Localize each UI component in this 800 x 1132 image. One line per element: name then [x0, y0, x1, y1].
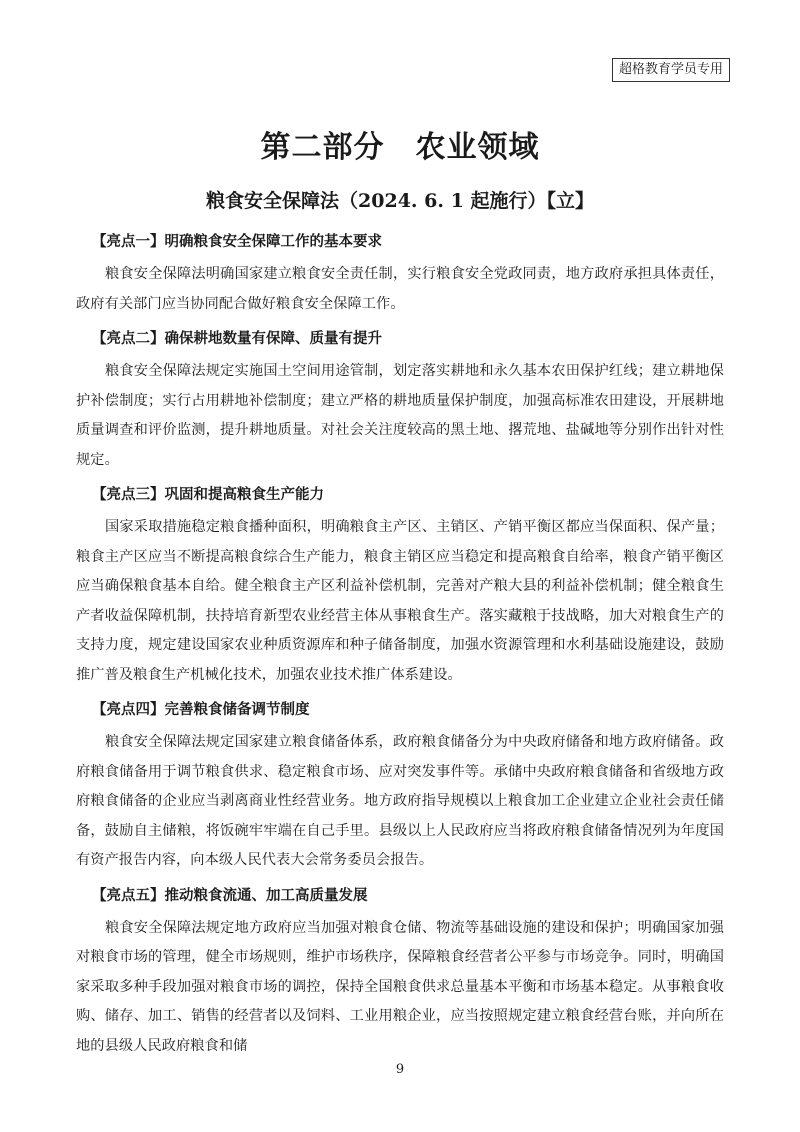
- highlight-section-4: [76, 698, 724, 876]
- usage-badge: 超格教育学员专用: [612, 58, 730, 82]
- highlight-section-5: [76, 884, 724, 1062]
- section-heading: 【亮点二】确保耕地数量有保障、质量有提升: [92, 331, 382, 347]
- highlight-section-3: [76, 483, 724, 690]
- section-heading: 【亮点三】巩固和提高粮食生产能力: [92, 487, 324, 503]
- part-title: 第二部分 农业领域: [260, 130, 540, 165]
- section-heading: 【亮点一】明确粮食安全保障工作的基本要求: [92, 234, 382, 250]
- section-paragraph: 粮食安全保障法规定地方政府应当加强对粮食仓储、物流等基础设施的建设和保护；明确国家加强对粮食市场的管理，健全市场规则，维护市场秩序，保障粮食经营者公平参与市场竞争。同时，明确国家采取多种手段加强对粮食市场的调控，保持全国粮食供求总量基本平衡和市场基本稳定。从事粮食收购、储存、加工、销售的经营者以及饲料、工业用粮企业，应当按照规定建立粮食经营台账，并向所在地的县级人民政府粮食和储: [76, 919, 724, 1054]
- section-heading: 【亮点四】完善粮食储备调节制度: [92, 702, 310, 718]
- page-number: 9: [395, 1062, 405, 1077]
- section-paragraph: 粮食安全保障法规定国家建立粮食储备体系，政府粮食储备分为中央政府储备和地方政府储备。政府粮食储备用于调节粮食供求、稳定粮食市场、应对突发事件等。承储中央政府粮食储备和省级地方政府粮食储备的企业应当剥离商业性经营业务。地方政府指导规模以上粮食加工企业建立企业社会责任储备，鼓励自主储粮，将饭碗牢牢端在自己手里。县级以上人民政府应当将政府粮食储备情况列为年度国有资产报告内容，向本级人民代表大会常务委员会报告。: [76, 734, 724, 868]
- highlight-section-1: [76, 230, 724, 319]
- section-paragraph: 粮食安全保障法明确国家建立粮食安全责任制，实行粮食安全党政同责，地方政府承担具体责任，政府有关部门应当协同配合做好粮食安全保障工作。: [76, 266, 724, 312]
- highlight-section-2: [76, 327, 724, 475]
- section-heading: 【亮点五】推动粮食流通、加工高质量发展: [92, 887, 368, 904]
- section-paragraph: 国家采取措施稳定粮食播种面积，明确粮食主产区、主销区、产销平衡区都应当保面积、保产量；粮食主产区应当不断提高粮食综合生产能力，粮食主销区应当稳定和提高粮食自给率，粮食产销平衡区应当确保粮食基本自给。健全粮食主产区利益补偿机制，完善对产粮大县的利益补偿机制；健全粮食生产者收益保障机制，扶持培育新型农业经营主体从事粮食生产。落实藏粮于技战略，加大对粮食生产的支持力度，规定建设国家农业种质资源库和种子储备制度，加强水资源管理和水利基础设施建设，鼓励推广普及粮食生产机械化技术，加强农业技术推广体系建设。: [76, 519, 724, 683]
- law-title: 粮食安全保障法（2024. 6. 1 起施行）【立】: [206, 190, 594, 212]
- section-paragraph: 粮食安全保障法规定实施国土空间用途管制，划定落实耕地和永久基本农田保护红线；建立耕地保护补偿制度；实行占用耕地补偿制度；建立严格的耕地质量保护制度，加强高标准农田建设，开展耕地质量调查和评价监测，提升耕地质量。对社会关注度较高的黑土地、撂荒地、盐碱地等分别作出针对性规定。: [76, 363, 724, 468]
- document-body: [76, 230, 724, 1069]
